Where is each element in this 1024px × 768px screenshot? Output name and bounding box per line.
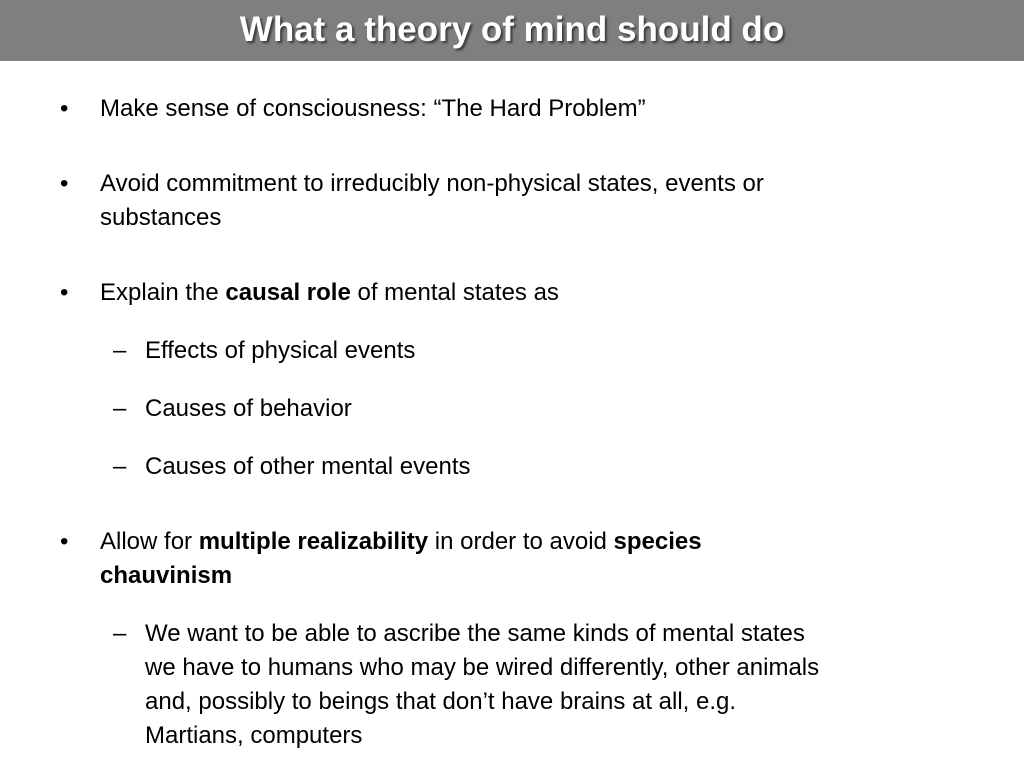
bullet-marker: • — [60, 95, 69, 122]
bullet-text-pre: Allow for — [100, 528, 199, 555]
bullet-text-post: of mental states as — [350, 279, 559, 306]
bullet-text: Make sense of consciousness: “The Hard Problem” — [100, 95, 646, 122]
sub-item-text: Causes of other mental events — [145, 453, 471, 480]
bold-term-causal-role: causal role — [225, 279, 351, 306]
dash-marker: – — [113, 620, 127, 647]
bullet-marker: • — [60, 528, 69, 555]
bullet-marker: • — [60, 279, 69, 306]
dash-marker: – — [113, 453, 127, 480]
bullet-text — [100, 276, 559, 310]
bullet-text-line-2 — [100, 559, 232, 593]
bullet-text-mid: in order to avoid — [428, 528, 614, 555]
sub-item-text: Causes of behavior — [145, 395, 352, 422]
sub-item-text-line-2: we have to humans who may be wired differently, other animals — [145, 654, 820, 681]
sub-item-text-line-3: and, possibly to beings that don’t have brains at all, e.g. — [145, 688, 737, 715]
bullet-text-pre: Explain the — [100, 279, 226, 306]
bold-term-species: species — [613, 528, 702, 555]
sub-item-text-line-1: We want to be able to ascribe the same kinds of mental states — [145, 620, 805, 647]
bullet-text-line-2: substances — [100, 204, 222, 231]
sub-item-text-line-4: Martians, computers — [145, 722, 363, 749]
bullet-marker: • — [60, 170, 69, 197]
bold-term-chauvinism: chauvinism — [100, 562, 233, 589]
bullet-text-line-1: Avoid commitment to irreducibly non-physical states, events or — [100, 170, 764, 197]
bullet-text-line-1 — [100, 525, 702, 559]
dash-marker: – — [113, 395, 127, 422]
bold-term-multiple-realizability: multiple realizability — [198, 528, 429, 555]
dash-marker: – — [113, 337, 127, 364]
slide-title: What a theory of mind should do — [239, 9, 785, 49]
sub-item-text: Effects of physical events — [145, 337, 416, 364]
